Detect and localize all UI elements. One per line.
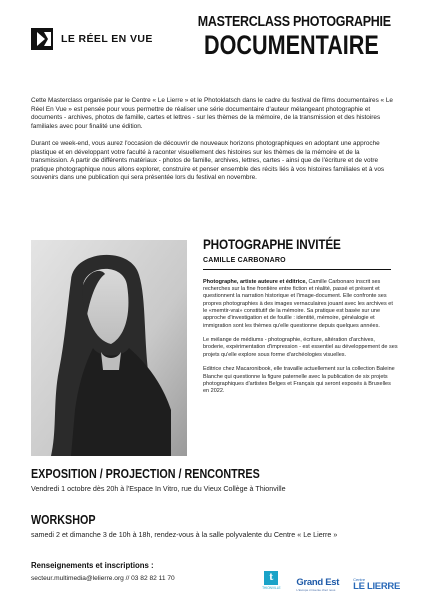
le-lierre-title: LE LIERRE <box>353 581 400 592</box>
guest-bio <box>203 279 398 396</box>
guest-bio-lead: Photographe, artiste auteure et éditrice, <box>203 278 307 285</box>
grand-est-title: Grand Est <box>296 577 340 588</box>
partner-logos <box>260 566 400 592</box>
guest-bio-paragraph-1 <box>203 279 398 330</box>
intro-paragraph-1: Cette Masterclass organisée par le Centre « Le Lierre » et le Photoklatsch dans le cadre du festival de films documentaires « Le Réel En Vue » est pensée pour vous permettre de réaliser une série documentaire d'auteur mélangeant photographie et documents - archives, photos de famille, cartes et lettres - sur les thèmes de la mémoire, de la transmission et des histoires familiales avec pour finalité une édition. <box>31 97 393 130</box>
workshop-details: samedi 2 et dimanche 3 de 10h à 18h, rendez-vous à la salle polyvalente du Centre « Le Lierre » <box>31 530 338 539</box>
guest-portrait-photo <box>31 240 187 456</box>
le-lierre-caption: Centre <box>353 577 366 582</box>
exposition-heading: EXPOSITION / PROJECTION / RENCONTRES <box>31 467 260 481</box>
portrait-image <box>31 240 187 456</box>
guest-name: CAMILLE CARBONARO <box>203 257 286 264</box>
thionville-glyph: t <box>264 571 278 585</box>
film-play-logo-icon <box>31 28 53 50</box>
guest-bio-paragraph-2: Le mélange de médiums - photographie, écriture, altération d'archives, broderie, expérimentation d'impression - est essentiel au développement de ses projets qu'elle explore sous forme d'archéologies visuelles. <box>203 337 398 358</box>
le-lierre-logo <box>353 577 400 592</box>
workshop-heading: WORKSHOP <box>31 513 96 527</box>
intro-text <box>31 97 396 192</box>
guest-section <box>203 236 398 403</box>
intro-paragraph-2: Durant ce week-end, vous aurez l'occasion de découvrir de nouveaux horizons photographiques en adoptant une approche plastique et en développant votre faculté à raconter visuellement des histoires sur les thèmes de la mémoire et de la transmission. A partir de différents matériaux - photos de famille, archives, lettres, cartes - ainsi que de l'écriture et de votre pratique photographique nous allons explorer, construire et penser ensemble des récits liés à vos histoires familiales et à vos souvenirs dans une publication qui sera présentée lors du festival en novembre. <box>31 139 385 182</box>
exposition-details: Vendredi 1 octobre dès 20h à l'Espace In Vitro, rue du Vieux Collège à Thionville <box>31 484 286 493</box>
guest-heading: PHOTOGRAPHE INVITÉE <box>203 236 341 252</box>
title-line-1: MASTERCLASS PHOTOGRAPHIE <box>197 14 391 30</box>
thionville-caption: THIONVILLE <box>262 585 281 590</box>
page-title <box>183 14 393 59</box>
grand-est-logo <box>296 578 339 592</box>
guest-bio-text: Camille Carbonaro inscrit ses recherches sur la fine frontière entre fiction et réalité, passé et présent et questionnent la narration historique et l'image-document. Elle confronte ses propres photographies à des images vernaculaires jouant avec les archives et le «memtir-vrai» constitutif de la mémoire. Sa pratique est basée sur une approche d'investigation et de fouille : identité, mémoire, généalogie et immigration sont les thèmes qu'elle questionne depuis quelques années. <box>203 278 393 329</box>
brand-name: LE RÉEL EN VUE <box>61 33 153 45</box>
thionville-logo <box>260 568 282 592</box>
contact-details: secteur.multimedia@lelierre.org // 03 82 82 11 70 <box>31 575 175 582</box>
guest-bio-paragraph-3: Editrice chez Macaronibook, elle travaille actuellement sur la collection Baleine Blanche qui questionne la figure paternelle avec la publication de six projets photographiques d'artistes Belges et Français qui seront exposés à Bruxelles en 2022. <box>203 366 395 395</box>
grand-est-tagline: L'Europe s'invente chez nous <box>296 588 336 592</box>
title-line-2: DOCUMENTAIRE <box>204 30 379 60</box>
contact-heading: Renseignements et inscriptions : <box>31 561 154 570</box>
brand-logo <box>31 24 161 54</box>
divider <box>203 269 391 270</box>
